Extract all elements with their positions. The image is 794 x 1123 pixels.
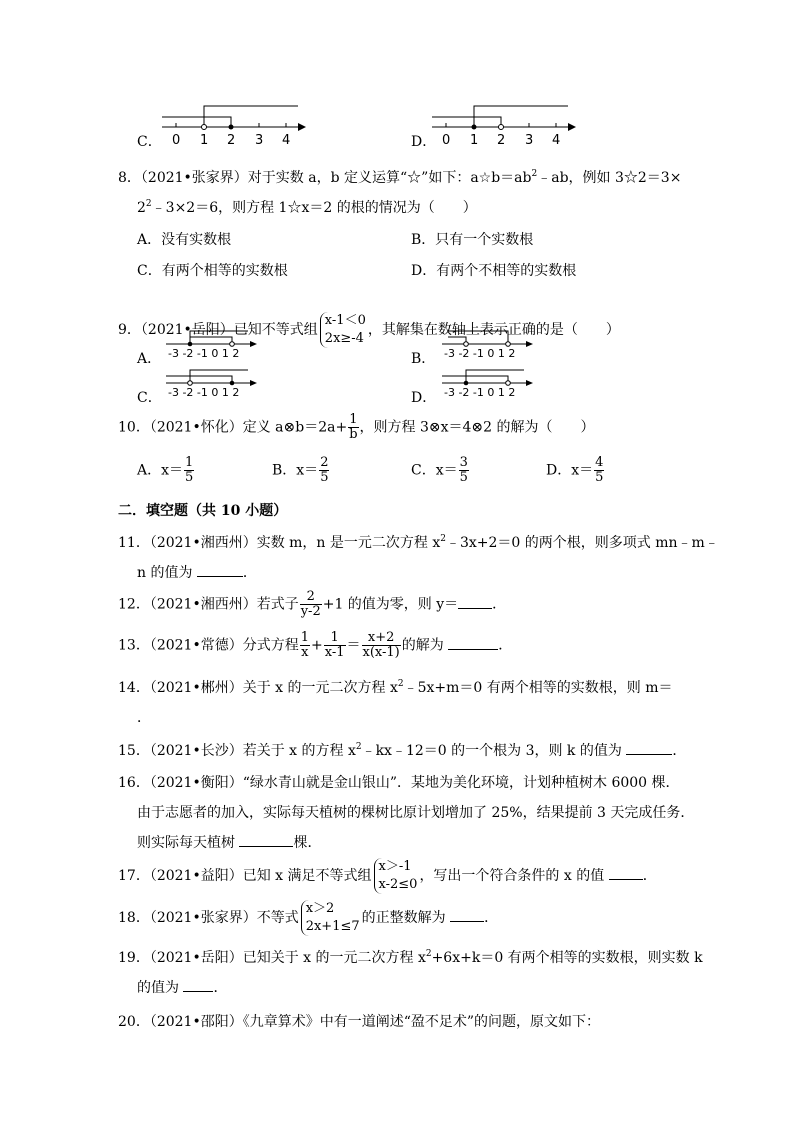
q12-text-b: +1 的值为零，则 y＝: [322, 596, 459, 613]
q15-question: [118, 740, 686, 760]
q17-system: [374, 858, 418, 894]
q9-number-line-d: [438, 366, 538, 398]
q10-option-b: [272, 456, 330, 485]
q7-option-c-label: C．: [137, 134, 162, 150]
q17-ineq-2: x-2≤0: [378, 877, 418, 892]
q14-sup: 2: [397, 679, 404, 689]
section-heading: 二．填空题（共 10 小题）: [118, 503, 288, 519]
q18-text-b: 的正整数解为: [361, 910, 446, 926]
q13-plus: +: [310, 637, 323, 654]
q13-text-b: 的解为: [401, 637, 444, 654]
q16-text-3b: 棵．: [293, 835, 322, 851]
q8-option-d: D．有两个不相等的实数根: [411, 263, 577, 279]
q10-opt-b-label: B．x＝: [272, 462, 319, 479]
q19-sup: 2: [425, 949, 432, 959]
q16-line2: 由于志愿者的加入，实际每天植树的棵树比原计划增加了 25%，结果提前 3 天完成任务．: [137, 805, 695, 821]
q18-end: ．: [484, 910, 499, 926]
q9-ineq-1: x-1＜0: [324, 313, 366, 328]
q10-opt-a-d: 5: [185, 470, 194, 485]
q8-text-1: 8．（2021•张家界）对于实数 a，b 定义运算“☆”如下：a☆b＝ab: [118, 170, 532, 186]
q9-number-line-a: [162, 327, 262, 359]
q10-option-c: [411, 456, 470, 485]
q13-n2: 1: [324, 631, 346, 646]
q13-end: ．: [498, 637, 513, 654]
svg-text:2: 2: [227, 133, 236, 148]
q13-d1: x: [301, 645, 309, 660]
svg-text:3: 3: [255, 133, 264, 148]
q15-text-a: 15．（2021•长沙）若关于 x 的方程 x: [118, 743, 356, 759]
q8-sup-2: 2: [145, 199, 152, 209]
q14-text-a: 14．（2021•郴州）关于 x 的一元二次方程 x: [118, 680, 398, 696]
svg-text:1: 1: [470, 133, 479, 148]
q11-sup: 2: [440, 534, 446, 544]
svg-text:1: 1: [200, 133, 209, 148]
q18-text-a: 18．（2021•张家界）不等式: [118, 910, 299, 926]
q17-answer-blank[interactable]: [609, 867, 643, 880]
q9-number-line-b: [438, 327, 538, 359]
q8-line1: [118, 167, 681, 187]
q9-prefix: 9．（2021•岳阳）已知不等式组: [118, 322, 318, 338]
q13-frac-1: [300, 631, 310, 660]
q18-answer-blank[interactable]: [450, 909, 484, 922]
svg-text:4: 4: [282, 133, 291, 148]
q10-prefix: 10．（2021•怀化）定义 a⊗b＝2a+: [118, 419, 348, 436]
q11-end: ．: [242, 565, 257, 581]
svg-text:2: 2: [497, 133, 506, 148]
q15-sup: 2: [355, 742, 362, 752]
svg-text:0: 0: [172, 133, 181, 148]
q16-line1: 16．（2021•衡阳）“绿水青山就是金山银山”．某地为美化环境，计划种植树木 6000 棵．: [118, 775, 680, 791]
q17-ineq-1: x＞-1: [378, 859, 412, 874]
q13-n3: x+2: [362, 631, 401, 646]
q10-opt-a-label: A．x＝: [137, 462, 184, 479]
q9-suffix: ，其解集在数轴上表示正确的是（ ）: [367, 322, 620, 338]
q14-line1: [118, 677, 672, 697]
q12-fraction: [300, 590, 322, 619]
q19-text-2: 的值为: [137, 980, 179, 996]
q13-answer-blank[interactable]: [448, 637, 498, 650]
q13-eq: ＝: [346, 637, 361, 654]
q12-text-a: 12．（2021•湘西州）若式子: [118, 596, 299, 613]
q11-line2: [137, 562, 257, 582]
q20-line1: 20．（2021•邵阳）《九章算术》中有一道阐述“盈不足术”的问题，原文如下：: [118, 1014, 601, 1030]
q12-question: [118, 590, 506, 619]
q17-question: [118, 858, 657, 894]
q15-text-b: ﹣kx﹣12＝0 的一个根为 3，则 k 的值为: [361, 743, 622, 759]
q10-opt-a-n: 1: [185, 455, 194, 470]
q10-opt-d-n: 4: [595, 455, 604, 470]
q17-end: ．: [642, 868, 657, 884]
q7-number-line-d: [428, 100, 578, 148]
q10-opt-d-frac: [594, 456, 604, 485]
q16-answer-blank[interactable]: [239, 834, 293, 847]
q13-n1: 1: [300, 630, 309, 645]
q8-line2: [137, 197, 477, 217]
q9-option-d: D．: [411, 390, 437, 406]
q18-system: [301, 900, 360, 936]
q10-option-a: [137, 456, 195, 485]
q8-option-c: C．有两个相等的实数根: [137, 263, 288, 279]
q13-frac-2: [324, 631, 346, 660]
q9-system: [320, 312, 366, 348]
q19-line1: [118, 947, 703, 967]
q9-option-c: C．: [137, 390, 162, 406]
q9-axis-labels-a: -3 -2 -1 0 1 2: [168, 347, 240, 359]
svg-text:4: 4: [552, 133, 561, 148]
q7-option-d-label: D．: [411, 134, 437, 150]
q12-frac-n: 2: [300, 590, 322, 605]
q11-text-b: ﹣3x+2＝0 的两个根，则多项式 mn﹣m﹣: [445, 535, 719, 551]
q18-ineq-1: x＞2: [305, 901, 335, 916]
q10-opt-d-label: D．x＝: [546, 462, 594, 479]
q19-text-1b: +6x+k＝0 有两个相等的实数根，则实数 k: [431, 950, 703, 966]
q9-ineq-2: 2x≥-4: [324, 331, 364, 346]
q14-line2: ．: [137, 710, 151, 726]
q17-text-b: ，写出一个符合条件的 x 的值: [419, 868, 605, 884]
q10-opt-c-n: 3: [459, 455, 468, 470]
q10-opt-c-d: 5: [459, 470, 468, 485]
q10-opt-b-n: 2: [320, 455, 329, 470]
q10-frac-den: b: [349, 427, 358, 442]
q9-axis-labels-c: -3 -2 -1 0 1 2: [168, 386, 240, 398]
q10-option-d: [546, 456, 605, 485]
q10-question: [118, 413, 595, 442]
q11-answer-blank[interactable]: [197, 564, 243, 577]
q15-end: ．: [672, 743, 687, 759]
q10-opt-b-d: 5: [320, 470, 329, 485]
q19-end: ．: [213, 980, 228, 996]
q13-frac-3: [362, 631, 401, 660]
q8-sup-1: 2: [531, 169, 538, 179]
q14-text-b: ﹣5x+m＝0 有两个相等的实数根，则 m＝: [403, 680, 673, 696]
q11-text-c: n 的值为: [137, 565, 193, 581]
svg-text:3: 3: [525, 133, 534, 148]
q10-suffix: ，则方程 3⊗x＝4⊗2 的解为（ ）: [359, 419, 595, 436]
q11-line1: [118, 532, 719, 552]
q19-text-1: 19．（2021•岳阳）已知关于 x 的一元二次方程 x: [118, 950, 426, 966]
q10-opt-d-d: 5: [595, 470, 604, 485]
q10-opt-c-label: C．x＝: [411, 462, 458, 479]
q10-frac-num: 1: [349, 412, 358, 427]
q10-opt-b-frac: [319, 456, 329, 485]
q16-line3: [137, 832, 321, 852]
q9-option-a: A．: [137, 351, 162, 367]
q10-fraction: [348, 413, 358, 442]
q8-text-2b: ﹣3×2＝6，则方程 1☆x＝2 的根的情况为（ ）: [151, 200, 477, 216]
q8-text-2a: 2: [137, 200, 146, 216]
q10-opt-c-frac: [459, 456, 469, 485]
q19-line2: [137, 977, 227, 997]
q15-answer-blank[interactable]: [626, 742, 672, 755]
q16-text-3: 则实际每天植树: [137, 835, 235, 851]
q9-option-b: B．: [411, 351, 436, 367]
q13-d3: x(x-1): [362, 645, 400, 660]
svg-text:0: 0: [442, 133, 451, 148]
q12-answer-blank[interactable]: [458, 596, 492, 609]
q13-question: [118, 631, 512, 660]
q18-question: [118, 900, 498, 936]
q10-opt-a-frac: [184, 456, 194, 485]
q19-answer-blank[interactable]: [183, 979, 213, 992]
q8-option-a: A．没有实数根: [137, 232, 232, 248]
q9-axis-labels-d: -3 -2 -1 0 1 2: [444, 386, 516, 398]
q8-text-1b: ﹣ab，例如 3☆2＝3×: [537, 170, 682, 186]
q13-d2: x-1: [324, 645, 345, 660]
q13-text-a: 13．（2021•常德）分式方程: [118, 637, 299, 654]
q9-number-line-c: [162, 366, 262, 398]
q12-frac-d: y-2: [300, 604, 321, 619]
q11-text-a: 11．（2021•湘西州）实数 m，n 是一元二次方程 x: [118, 535, 441, 551]
q8-option-b: B．只有一个实数根: [411, 232, 534, 248]
q9-axis-labels-b: -3 -2 -1 0 1 2: [444, 347, 516, 359]
q17-text-a: 17．（2021•益阳）已知 x 满足不等式组: [118, 868, 372, 884]
q12-end: ．: [492, 596, 507, 613]
q18-ineq-2: 2x+1≤7: [305, 919, 360, 934]
q7-number-line-c: [158, 100, 308, 148]
